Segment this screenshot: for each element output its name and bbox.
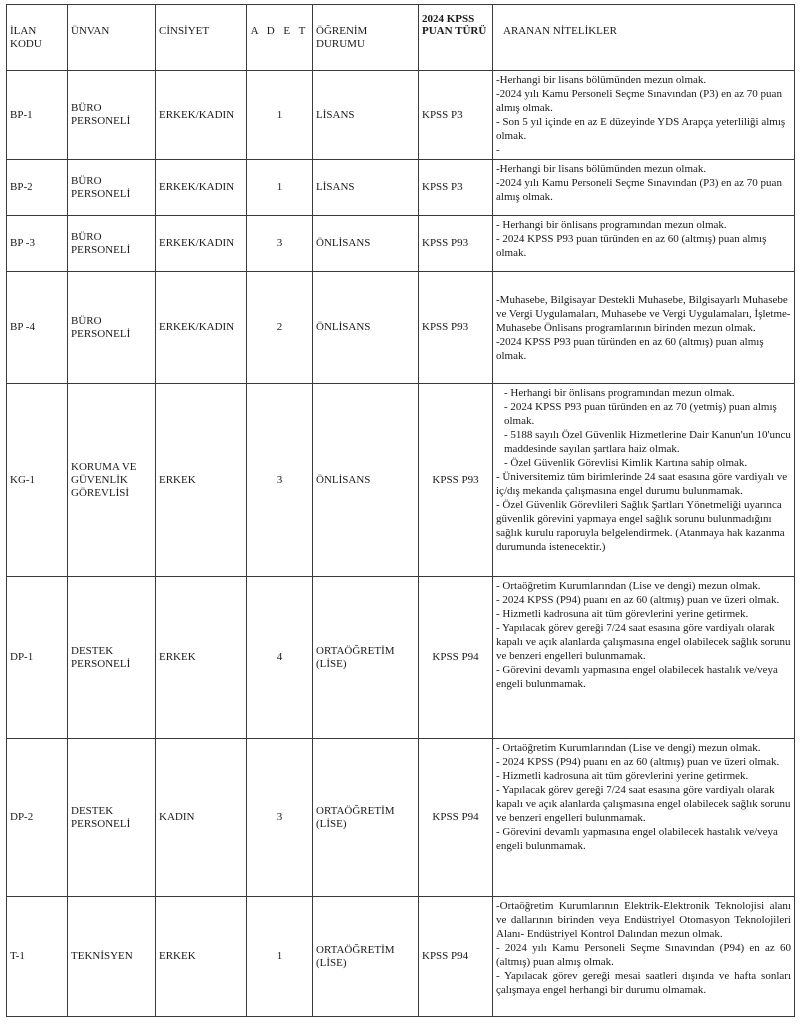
job-code: KG-1 <box>7 384 68 577</box>
job-score-type: KPSS P94 <box>419 577 493 739</box>
requirement-item: -Ortaöğretim Kurumlarının Elektrik-Elektronik Teknolojisi alanı ve dallarının birinden veya Endüstriyel Otomasyon Teknolojileri Alanı- Endüstriyel Kontrol Dalından mezun olmak. <box>496 900 791 940</box>
job-title: TEKNİSYEN <box>68 897 156 1017</box>
header-education: ÖĞRENİM DURUMU <box>313 5 419 71</box>
requirement-item: -Herhangi bir lisans bölümünden mezun olmak. <box>496 74 707 86</box>
job-count: 1 <box>247 897 313 1017</box>
job-title: BÜRO PERSONELİ <box>68 160 156 216</box>
requirement-item: - Hizmetli kadrosuna ait tüm görevlerini yerine getirmek. <box>496 608 749 620</box>
job-count: 3 <box>247 739 313 897</box>
header-count: A D E T <box>247 5 313 71</box>
header-code: İLAN KODU <box>7 5 68 71</box>
requirement-item: - 2024 yılı Kamu Personeli Seçme Sınavından (P94) en az 60 (altmış) puan almış olmak. <box>496 942 791 968</box>
requirement-item: - 2024 KPSS P93 puan türünden en az 60 (altmış) puan almış olmak. <box>496 233 767 259</box>
requirement-item: - Görevini devamlı yapmasına engel olabilecek hastalık ve/veya engeli bulunmamak. <box>496 664 778 690</box>
header-row <box>7 5 795 71</box>
job-count: 3 <box>247 216 313 272</box>
job-count: 2 <box>247 272 313 384</box>
requirement-item: -2024 KPSS P93 puan türünden en az 60 (altmış) puan almış olmak. <box>496 335 764 362</box>
table-row <box>7 160 795 216</box>
job-requirements <box>493 216 795 272</box>
job-code: BP-2 <box>7 160 68 216</box>
requirement-item: - Ortaöğretim Kurumlarından (Lise ve dengi) mezun olmak. <box>496 580 761 592</box>
requirement-item: -Muhasebe, Bilgisayar Destekli Muhasebe, Bilgisayarlı Muhasebe ve Vergi Uygulamaları, Muhasebe ve Vergi Uygulamaları, İşletme-Muhasebe Önlisans programlarının birinden mezun olmak. <box>496 293 791 334</box>
header-gender: CİNSİYET <box>156 5 247 71</box>
job-requirements <box>493 384 795 577</box>
job-score-type: KPSS P93 <box>419 384 493 577</box>
job-gender: ERKEK/KADIN <box>156 71 247 160</box>
header-requirements: ARANAN NİTELİKLER <box>493 5 795 71</box>
job-title: DESTEK PERSONELİ <box>68 739 156 897</box>
job-code: BP -3 <box>7 216 68 272</box>
job-score-type: KPSS P93 <box>419 216 493 272</box>
requirement-item: - Üniversitemiz tüm birimlerinde 24 saat esasına göre vardiyalı ve iç/dış mekanda çalışmasına engel durumu bulunmamak. <box>496 471 788 497</box>
requirement-item: - Özel Güvenlik Görevlileri Sağlık Şartları Yönetmeliği uyarınca güvenlik görevini yapmaya engel sağlık sorunu bulunmadığını sağlık kurulu raporuyla belgelendirmek. (Atanmaya hak kazanma durumunda istenecektir.) <box>496 499 785 553</box>
job-count: 1 <box>247 71 313 160</box>
requirement-item: - Özel Güvenlik Görevlisi Kimlik Kartına sahip olmak. <box>504 457 748 469</box>
job-gender: ERKEK <box>156 897 247 1017</box>
job-count: 4 <box>247 577 313 739</box>
table-row <box>7 71 795 160</box>
job-score-type: KPSS P94 <box>419 739 493 897</box>
requirement-item: - 5188 sayılı Özel Güvenlik Hizmetlerine Dair Kanun'un 10'uncu maddesinde sayılan şartlara haiz olmak. <box>504 429 791 455</box>
job-requirements <box>493 272 795 384</box>
job-education: ÖNLİSANS <box>313 384 419 577</box>
job-education: ÖNLİSANS <box>313 272 419 384</box>
job-education: ORTAÖĞRETİM (LİSE) <box>313 739 419 897</box>
job-score-type: KPSS P94 <box>419 897 493 1017</box>
header-title: ÜNVAN <box>68 5 156 71</box>
requirement-item: -2024 yılı Kamu Personeli Seçme Sınavından (P3) en az 70 puan almış olmak. <box>496 177 782 203</box>
requirement-item: - Yapılacak görev gereği mesai saatleri dışında ve hafta sonları çalışmaya engel herhangi bir durumu olmamak. <box>496 970 791 996</box>
requirement-item: - Görevini devamlı yapmasına engel olabilecek hastalık ve/veya engeli bulunmamak. <box>496 826 778 852</box>
header-score-type: 2024 KPSS PUAN TÜRÜ <box>419 5 493 71</box>
table-row <box>7 216 795 272</box>
requirement-item: - Yapılacak görev gereği 7/24 saat esasına göre vardiyalı olarak kapalı ve açık alanlarda çalışmasına engel olabilecek sağlık sorunu ve benzeri engelleri bulunmamak. <box>496 784 791 824</box>
job-count: 1 <box>247 160 313 216</box>
job-listing-table <box>6 4 795 1017</box>
job-score-type: KPSS P93 <box>419 272 493 384</box>
job-education: ORTAÖĞRETİM (LİSE) <box>313 897 419 1017</box>
requirement-item: - Son 5 yıl içinde en az E düzeyinde YDS Arapça yeterliliği almış olmak. <box>496 116 786 142</box>
job-gender: ERKEK/KADIN <box>156 272 247 384</box>
job-title: KORUMA VE GÜVENLİK GÖREVLİSİ <box>68 384 156 577</box>
job-education: ÖNLİSANS <box>313 216 419 272</box>
job-code: T-1 <box>7 897 68 1017</box>
job-gender: ERKEK <box>156 384 247 577</box>
job-requirements <box>493 577 795 739</box>
requirement-item: - Herhangi bir önlisans programından mezun olmak. <box>504 387 735 399</box>
job-count: 3 <box>247 384 313 577</box>
job-gender: ERKEK/KADIN <box>156 160 247 216</box>
job-code: BP -4 <box>7 272 68 384</box>
job-requirements <box>493 71 795 160</box>
table-row <box>7 384 795 577</box>
job-title: BÜRO PERSONELİ <box>68 216 156 272</box>
requirement-item: -2024 yılı Kamu Personeli Seçme Sınavından (P3) en az 70 puan almış olmak. <box>496 88 782 114</box>
job-education: LİSANS <box>313 71 419 160</box>
job-score-type: KPSS P3 <box>419 71 493 160</box>
requirement-item: - 2024 KPSS P93 puan türünden en az 70 (yetmiş) puan almış olmak. <box>504 401 777 427</box>
job-title: BÜRO PERSONELİ <box>68 272 156 384</box>
job-code: DP-1 <box>7 577 68 739</box>
job-requirements <box>493 160 795 216</box>
requirement-item: - <box>496 144 500 156</box>
job-gender: ERKEK/KADIN <box>156 216 247 272</box>
requirement-item: - Ortaöğretim Kurumlarından (Lise ve dengi) mezun olmak. <box>496 742 761 754</box>
table-row <box>7 897 795 1017</box>
job-requirements <box>493 897 795 1017</box>
job-code: DP-2 <box>7 739 68 897</box>
requirement-item: - 2024 KPSS (P94) puanı en az 60 (altmış) puan ve üzeri olmak. <box>496 594 780 606</box>
requirement-item: - Herhangi bir önlisans programından mezun olmak. <box>496 219 727 231</box>
requirement-item: - Hizmetli kadrosuna ait tüm görevlerini yerine getirmek. <box>496 770 749 782</box>
job-education: LİSANS <box>313 160 419 216</box>
job-code: BP-1 <box>7 71 68 160</box>
requirement-item: -Herhangi bir lisans bölümünden mezun olmak. <box>496 163 707 175</box>
job-requirements <box>493 739 795 897</box>
job-title: BÜRO PERSONELİ <box>68 71 156 160</box>
job-title: DESTEK PERSONELİ <box>68 577 156 739</box>
job-gender: KADIN <box>156 739 247 897</box>
table-row <box>7 739 795 897</box>
table-row <box>7 272 795 384</box>
job-score-type: KPSS P3 <box>419 160 493 216</box>
job-education: ORTAÖĞRETİM (LİSE) <box>313 577 419 739</box>
requirement-item: - 2024 KPSS (P94) puanı en az 60 (altmış) puan ve üzeri olmak. <box>496 756 780 768</box>
job-gender: ERKEK <box>156 577 247 739</box>
requirement-item: - Yapılacak görev gereği 7/24 saat esasına göre vardiyalı olarak kapalı ve açık alanlarda çalışmasına engel olabilecek sağlık sorunu ve benzeri engelleri bulunmamak. <box>496 622 791 662</box>
table-row <box>7 577 795 739</box>
